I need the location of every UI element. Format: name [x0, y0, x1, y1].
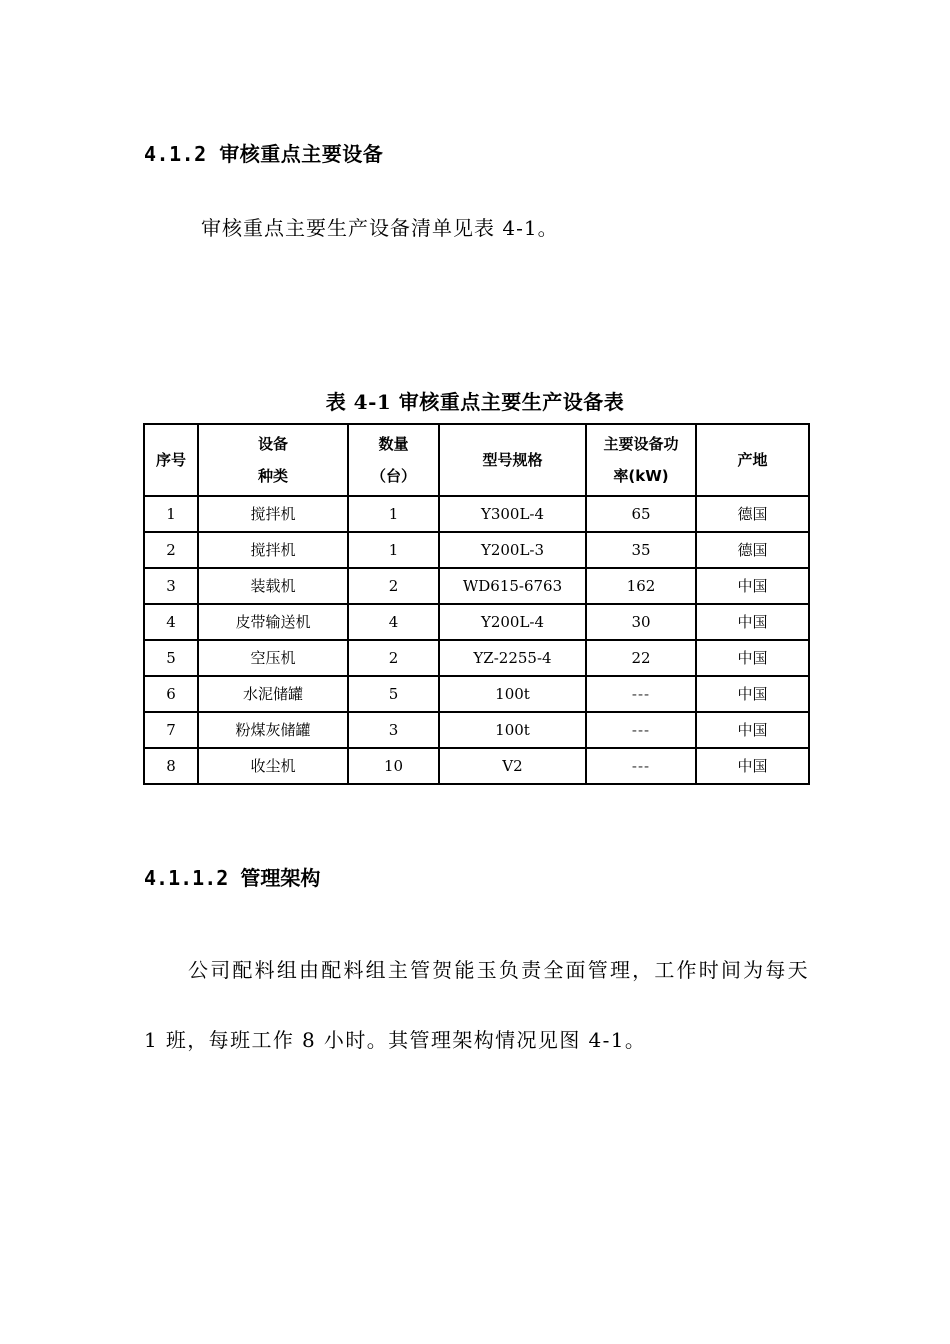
cell-type: 水泥储罐 — [198, 676, 348, 712]
table-row — [144, 604, 809, 640]
cell-no: 4 — [144, 604, 198, 640]
cell-power: 35 — [586, 532, 696, 568]
cell-no: 2 — [144, 532, 198, 568]
cell-origin: 德国 — [696, 496, 809, 532]
cell-no: 3 — [144, 568, 198, 604]
cell-origin: 中国 — [696, 604, 809, 640]
cell-power: --- — [586, 676, 696, 712]
header-origin: 产地 — [696, 424, 809, 496]
subsection-heading: 4.1.1.2 管理架构 — [144, 866, 321, 890]
cell-power: 65 — [586, 496, 696, 532]
cell-type: 搅拌机 — [198, 532, 348, 568]
cell-origin: 德国 — [696, 532, 809, 568]
header-type: 设备 种类 — [198, 424, 348, 496]
table-row — [144, 496, 809, 532]
cell-type: 皮带输送机 — [198, 604, 348, 640]
cell-origin: 中国 — [696, 568, 809, 604]
cell-no: 1 — [144, 496, 198, 532]
table-header-row — [144, 424, 809, 496]
cell-no: 6 — [144, 676, 198, 712]
table-row — [144, 748, 809, 784]
management-paragraph: 公司配料组由配料组主管贺能玉负责全面管理，工作时间为每天 1 班，每班工作 8 小时。其管理架构情况见图 4-1。 — [144, 958, 809, 1052]
cell-type: 空压机 — [198, 640, 348, 676]
cell-qty: 3 — [348, 712, 439, 748]
cell-origin: 中国 — [696, 676, 809, 712]
cell-power: --- — [586, 748, 696, 784]
cell-model: YZ-2255-4 — [439, 640, 586, 676]
table-row — [144, 568, 809, 604]
cell-type: 粉煤灰储罐 — [198, 712, 348, 748]
cell-model: Y200L-4 — [439, 604, 586, 640]
cell-origin: 中国 — [696, 640, 809, 676]
cell-qty: 4 — [348, 604, 439, 640]
cell-qty: 5 — [348, 676, 439, 712]
header-power: 主要设备功 率(kW) — [586, 424, 696, 496]
cell-model: WD615-6763 — [439, 568, 586, 604]
cell-type: 收尘机 — [198, 748, 348, 784]
cell-qty: 1 — [348, 496, 439, 532]
cell-no: 8 — [144, 748, 198, 784]
cell-qty: 1 — [348, 532, 439, 568]
cell-model: 100t — [439, 712, 586, 748]
table-row — [144, 676, 809, 712]
cell-no: 7 — [144, 712, 198, 748]
cell-power: 22 — [586, 640, 696, 676]
cell-type: 装载机 — [198, 568, 348, 604]
cell-no: 5 — [144, 640, 198, 676]
header-qty: 数量 （台） — [348, 424, 439, 496]
table-row — [144, 532, 809, 568]
section-heading: 4.1.2 审核重点主要设备 — [144, 142, 384, 166]
intro-paragraph: 审核重点主要生产设备清单见表 4-1。 — [201, 216, 559, 240]
header-model: 型号规格 — [439, 424, 586, 496]
cell-type: 搅拌机 — [198, 496, 348, 532]
table-caption: 表 4-1 审核重点主要生产设备表 — [325, 390, 625, 414]
equipment-table — [143, 423, 810, 785]
cell-power: 162 — [586, 568, 696, 604]
cell-model: Y300L-4 — [439, 496, 586, 532]
table-row — [144, 712, 809, 748]
cell-power: 30 — [586, 604, 696, 640]
table-row — [144, 640, 809, 676]
cell-model: V2 — [439, 748, 586, 784]
cell-qty: 2 — [348, 568, 439, 604]
header-no: 序号 — [144, 424, 198, 496]
cell-qty: 10 — [348, 748, 439, 784]
cell-model: Y200L-3 — [439, 532, 586, 568]
cell-origin: 中国 — [696, 712, 809, 748]
cell-origin: 中国 — [696, 748, 809, 784]
cell-model: 100t — [439, 676, 586, 712]
cell-power: --- — [586, 712, 696, 748]
cell-qty: 2 — [348, 640, 439, 676]
